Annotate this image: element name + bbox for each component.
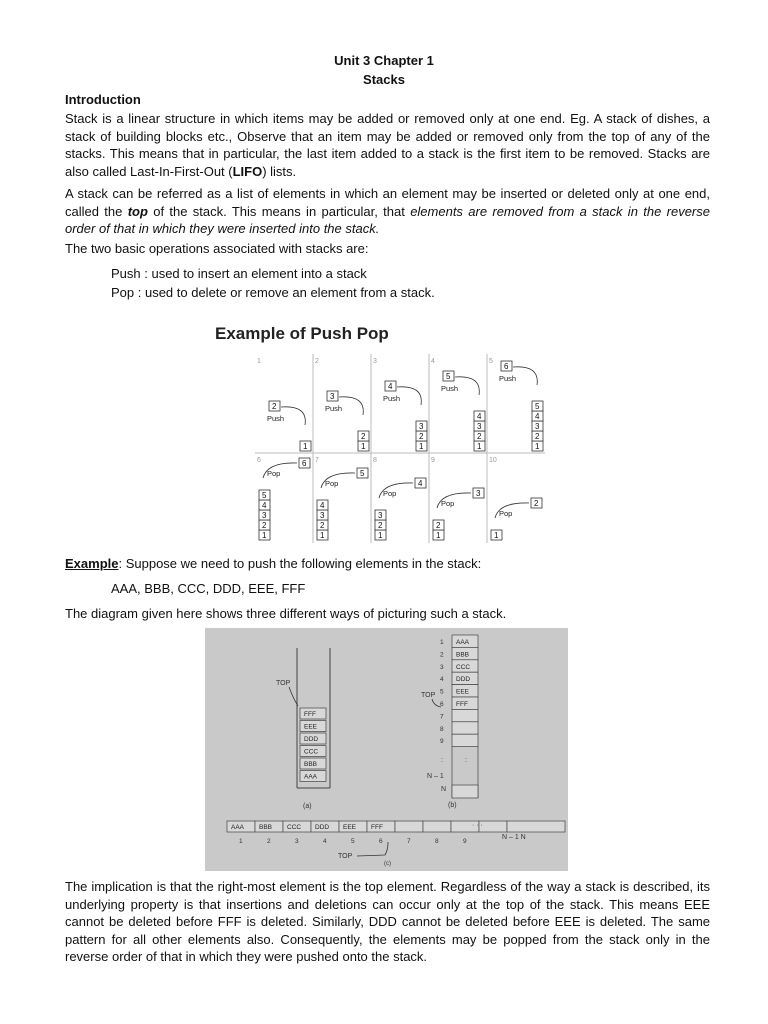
push-arrow [397, 387, 421, 405]
intro-heading: Introduction [65, 92, 141, 107]
stack-a-cell-label: DDD [304, 736, 319, 743]
diagram-intro: The diagram given here shows three different ways of picturing such a stack. [65, 606, 507, 621]
top-term: top [127, 203, 148, 219]
stack-c-index: 9 [463, 838, 467, 845]
push-arrow [281, 407, 305, 425]
example-line [65, 555, 481, 573]
pop-label: Pop [325, 479, 339, 488]
intro-paragraph-1 [65, 110, 710, 180]
stack-cell-value: 2 [436, 521, 441, 530]
intro-p2-text: A stack can be referred as a list of elements in which an element may be inserted or deleted only at one end, called the [65, 186, 710, 219]
stack-c-cell-label: FFF [371, 824, 383, 831]
conclusion-paragraph: The implication is that the right-most element is the top element. Regardless of the way a stack is described, its underlying property is that insertions and deletions can occur only at the top of the stack. This means EEE cannot be deleted before FFF is deleted. Similarly, DDD cannot be deleted before EEE is deleted. The same pattern for all other elements also. Consequently, the elements may be popped from the stack only in the reverse order of that in which they were pushed onto the stack. [65, 879, 710, 964]
caption-a: (a) [303, 803, 312, 810]
n-minus-1-label: N – 1 [427, 773, 444, 780]
step-number: 8 [373, 457, 377, 464]
stack-cell-value: 1 [303, 442, 308, 451]
stack-cell-value: 2 [477, 432, 482, 441]
push-label: Push [267, 414, 285, 423]
step-number: 6 [257, 457, 261, 464]
stack-cell-value: 3 [535, 422, 540, 431]
stack-cell-value: 3 [419, 422, 424, 431]
stack-cell-value: 1 [378, 531, 383, 540]
stack-b-cell-label: AAA [456, 639, 470, 646]
stack-c-index: 7 [407, 838, 411, 845]
page-title: Stacks [363, 72, 405, 87]
stack-c-cell-label: CCC [287, 824, 302, 831]
stack-c-tail-cell [507, 821, 565, 832]
figure-title: Example of Push Pop [215, 324, 389, 343]
stack-c-index: 3 [295, 838, 299, 845]
pop-element-value: 3 [476, 489, 481, 498]
row-end-labels: N – 1 N [502, 834, 526, 841]
step-number: 4 [431, 358, 435, 365]
push-element-value: 4 [388, 382, 393, 391]
push-arrow [339, 397, 363, 415]
stack-b-index: 1 [440, 639, 444, 646]
push-definition: Push : used to insert an element into a stack [111, 266, 367, 281]
stack-c-cell [479, 821, 507, 832]
stack-b-index: 2 [440, 651, 444, 659]
stack-cell-value: 1 [494, 531, 499, 540]
top-label-b: TOP [421, 692, 436, 699]
stack-cell-value: 3 [477, 422, 482, 431]
stack-a-cell-label: BBB [304, 761, 318, 768]
stack-a-cell-label: FFF [304, 711, 316, 718]
stack-cell-value: 1 [320, 531, 325, 540]
stack-c-index: 8 [435, 838, 439, 845]
push-label: Push [383, 394, 401, 403]
stack-c-cell-label: DDD [315, 824, 330, 831]
step-number: 5 [489, 358, 493, 365]
stack-a-cell-label: CCC [304, 748, 319, 756]
step-number: 7 [315, 457, 319, 464]
pop-element-value: 5 [360, 469, 365, 478]
stack-b-cell [452, 722, 478, 734]
stack-cell-value: 1 [262, 531, 267, 540]
push-label: Push [441, 384, 459, 393]
stack-c-cell-label: AAA [231, 824, 245, 831]
stack-a-cell-label: AAA [304, 773, 318, 781]
stack-cell-value: 2 [320, 521, 325, 530]
stack-representations-diagram [205, 628, 568, 871]
intro-p1-end: ) lists. [262, 163, 297, 179]
intro-p1-text: Stack is a linear structure in which items may be added or removed only at one end. Eg. A stack of dishes, a stack of building blocks etc., Observe that an item may be added or removed only from the top of any of the stacks. This means that in particular, the last item added to a stack is the first item to be removed. Stacks are also called Last-In-First-Out ( [65, 111, 710, 179]
stack-b-cell-label: CCC [456, 663, 471, 671]
pop-definition: Pop : used to delete or remove an element from a stack. [111, 285, 435, 300]
stack-cell-value: 1 [535, 442, 540, 451]
pop-label: Pop [267, 469, 281, 478]
pop-label: Pop [499, 509, 513, 518]
stack-b-index: 6 [440, 701, 444, 708]
stack-cell-value: 2 [378, 521, 383, 530]
stack-cell-value: 2 [361, 432, 366, 441]
stack-b-index: 7 [440, 713, 444, 721]
push-arrow [513, 367, 537, 385]
intro-p2-mid: of the stack. This means in particular, that [147, 203, 411, 219]
step-number: 9 [431, 457, 435, 464]
stack-c-cell [395, 821, 423, 832]
stack-b-cell-label: DDD [456, 676, 471, 684]
stack-c-index: 5 [351, 838, 355, 845]
dots-index: : [441, 757, 443, 764]
push-pop-figure [212, 318, 557, 546]
operations-intro: The two basic operations associated with stacks are: [65, 241, 369, 256]
pop-label: Pop [441, 499, 455, 508]
stack-c-index: 6 [379, 838, 383, 845]
intro-paragraph-2 [65, 185, 710, 238]
push-pop-diagram [212, 318, 557, 546]
stack-cell-value: 4 [262, 501, 267, 510]
unit-heading: Unit 3 Chapter 1 [334, 53, 434, 68]
stack-cell-value: 4 [477, 412, 482, 421]
step-number: 10 [489, 457, 497, 464]
pop-label: Pop [383, 489, 397, 498]
pop-element-value: 4 [418, 479, 423, 488]
stack-b-cell-label: FFF [456, 701, 468, 708]
stack-cell-value: 5 [535, 402, 540, 411]
stack-c-cell-label: BBB [259, 824, 273, 831]
push-label: Push [325, 404, 343, 413]
top-label-a: TOP [276, 680, 291, 687]
step-number: 1 [257, 358, 261, 365]
push-label: Push [499, 374, 517, 383]
stack-representations-figure [205, 628, 568, 871]
stack-cell-value: 1 [361, 442, 366, 451]
stack-c-cell-label: EEE [343, 824, 357, 831]
stack-cell-value: 3 [378, 511, 383, 520]
pop-element-value: 2 [534, 499, 539, 508]
stack-c-cell [423, 821, 451, 832]
push-element-value: 5 [446, 372, 451, 381]
stack-cell-value: 1 [436, 531, 441, 540]
row-ellipsis: · · · [472, 822, 483, 829]
pop-element-value: 6 [302, 459, 307, 468]
stack-a-cell-label: EEE [304, 723, 318, 731]
push-element-value: 3 [330, 392, 335, 401]
stack-cell-value: 5 [262, 491, 267, 500]
n-label: N [441, 786, 447, 793]
stack-c-index: 2 [267, 838, 271, 845]
caption-b: (b) [448, 802, 457, 809]
dots-cell: : [465, 757, 467, 764]
example-text: : Suppose we need to push the following elements in the stack: [118, 556, 482, 571]
stack-cell-value: 4 [535, 412, 540, 421]
stack-cell-value: 2 [262, 521, 267, 530]
stack-b-cell [452, 709, 478, 721]
push-element-value: 2 [272, 402, 277, 411]
example-elements: AAA, BBB, CCC, DDD, EEE, FFF [111, 581, 306, 596]
stack-cell-value: 3 [320, 511, 325, 520]
stack-cell-value: 3 [262, 511, 267, 520]
stack-b-last-cell [452, 785, 478, 798]
stack-b-cell-label: EEE [456, 688, 470, 696]
stack-cell-value: 4 [320, 501, 325, 510]
intro-p2-italic: elements are removed from a stack in the reverse order of that in which they were inserted into the stack. [65, 203, 710, 236]
stack-cell-value: 1 [419, 442, 424, 451]
stack-b-index: 5 [440, 688, 444, 696]
lifo-bold: LIFO [232, 163, 263, 179]
stack-cell-value: 1 [477, 442, 482, 451]
stack-cell-value: 2 [535, 432, 540, 441]
stack-b-index: 4 [440, 676, 444, 684]
stack-b-cell [452, 734, 478, 746]
push-arrow [455, 377, 479, 395]
stack-b-cell-label: BBB [456, 651, 470, 659]
stack-b-index: 3 [440, 663, 444, 671]
stack-cell-value: 2 [419, 432, 424, 441]
example-label: Example [65, 556, 119, 571]
stack-c-index: 1 [239, 838, 243, 845]
top-label-c: TOP [338, 853, 353, 860]
step-number: 2 [315, 358, 319, 365]
step-number: 3 [373, 358, 377, 365]
caption-c: (c) [384, 861, 391, 867]
stack-c-index: 4 [323, 838, 327, 845]
stack-b-index: 9 [440, 738, 444, 746]
push-element-value: 6 [504, 362, 509, 371]
stack-b-index: 8 [440, 725, 444, 733]
